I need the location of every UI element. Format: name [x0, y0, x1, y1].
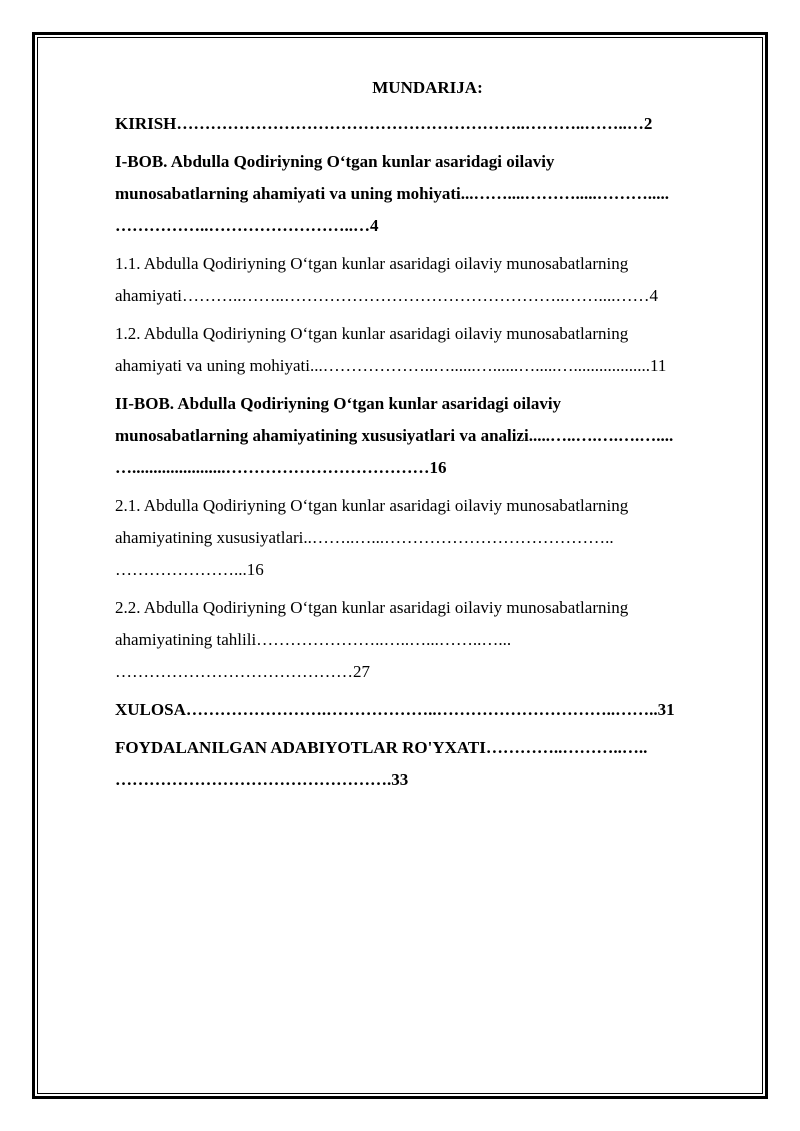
toc-entry-line: KIRISH……………………………………………………..………..……..…2: [115, 114, 653, 133]
toc-entry: [115, 694, 730, 726]
toc-entry-line: FOYDALANILGAN ADABIYOTLAR RO'YXATI…………..………..…..: [115, 738, 648, 757]
toc-entry-line: …......................………………………………16: [115, 458, 447, 477]
toc-entry-line: ……………………………………27: [115, 662, 370, 681]
toc-entry: [115, 318, 730, 382]
toc-entry: [115, 592, 730, 688]
toc-entry-line: ahamiyati va uning mohiyati...………………..…......…......….....…..................11: [115, 356, 667, 375]
toc-entry-line: ahamiyatining xususiyatlari..……..…...…………………………………..: [115, 528, 614, 547]
toc-entry-line: ………………………………………….33: [115, 770, 409, 789]
table-of-contents: [115, 76, 730, 802]
toc-entries: [115, 108, 730, 796]
toc-entry-line: 1.1. Abdulla Qodiriyning O‘tgan kunlar asaridagi oilaviy munosabatlarning: [115, 254, 629, 273]
toc-entry-line: ahamiyatining tahlili…………………..…..…...……..…...: [115, 630, 512, 649]
toc-entry: [115, 732, 730, 796]
toc-entry-line: munosabatlarning ahamiyatining xususiyatlari va analizi.....…..….….….…....: [115, 426, 674, 445]
toc-entry-line: XULOSA…………………….………………..…………………………..……..31: [115, 700, 675, 719]
toc-title: MUNDARIJA:: [372, 78, 483, 97]
toc-entry: [115, 490, 730, 586]
toc-entry-line: 1.2. Abdulla Qodiriyning O‘tgan kunlar asaridagi oilaviy munosabatlarning: [115, 324, 629, 343]
toc-entry-line: ahamiyati………..……..…………………………………………..……....……4: [115, 286, 659, 305]
toc-entry-line: 2.2. Abdulla Qodiriyning O‘tgan kunlar asaridagi oilaviy munosabatlarning: [115, 598, 629, 617]
toc-entry-line: …………………...16: [115, 560, 264, 579]
toc-entry: [115, 108, 730, 140]
toc-entry-line: II-BOB. Abdulla Qodiriyning O‘tgan kunlar asaridagi oilaviy: [115, 394, 562, 413]
toc-entry-line: ……………..……………………..…4: [115, 216, 379, 235]
toc-entry-line: 2.1. Abdulla Qodiriyning O‘tgan kunlar asaridagi oilaviy munosabatlarning: [115, 496, 629, 515]
toc-entry: [115, 146, 730, 242]
toc-entry-line: I-BOB. Abdulla Qodiriyning O‘tgan kunlar asaridagi oilaviy: [115, 152, 555, 171]
toc-entry: [115, 388, 730, 484]
toc-entry-line: munosabatlarning ahamiyati va uning mohiyati...……....……….....……….....: [115, 184, 669, 203]
toc-entry: [115, 248, 730, 312]
